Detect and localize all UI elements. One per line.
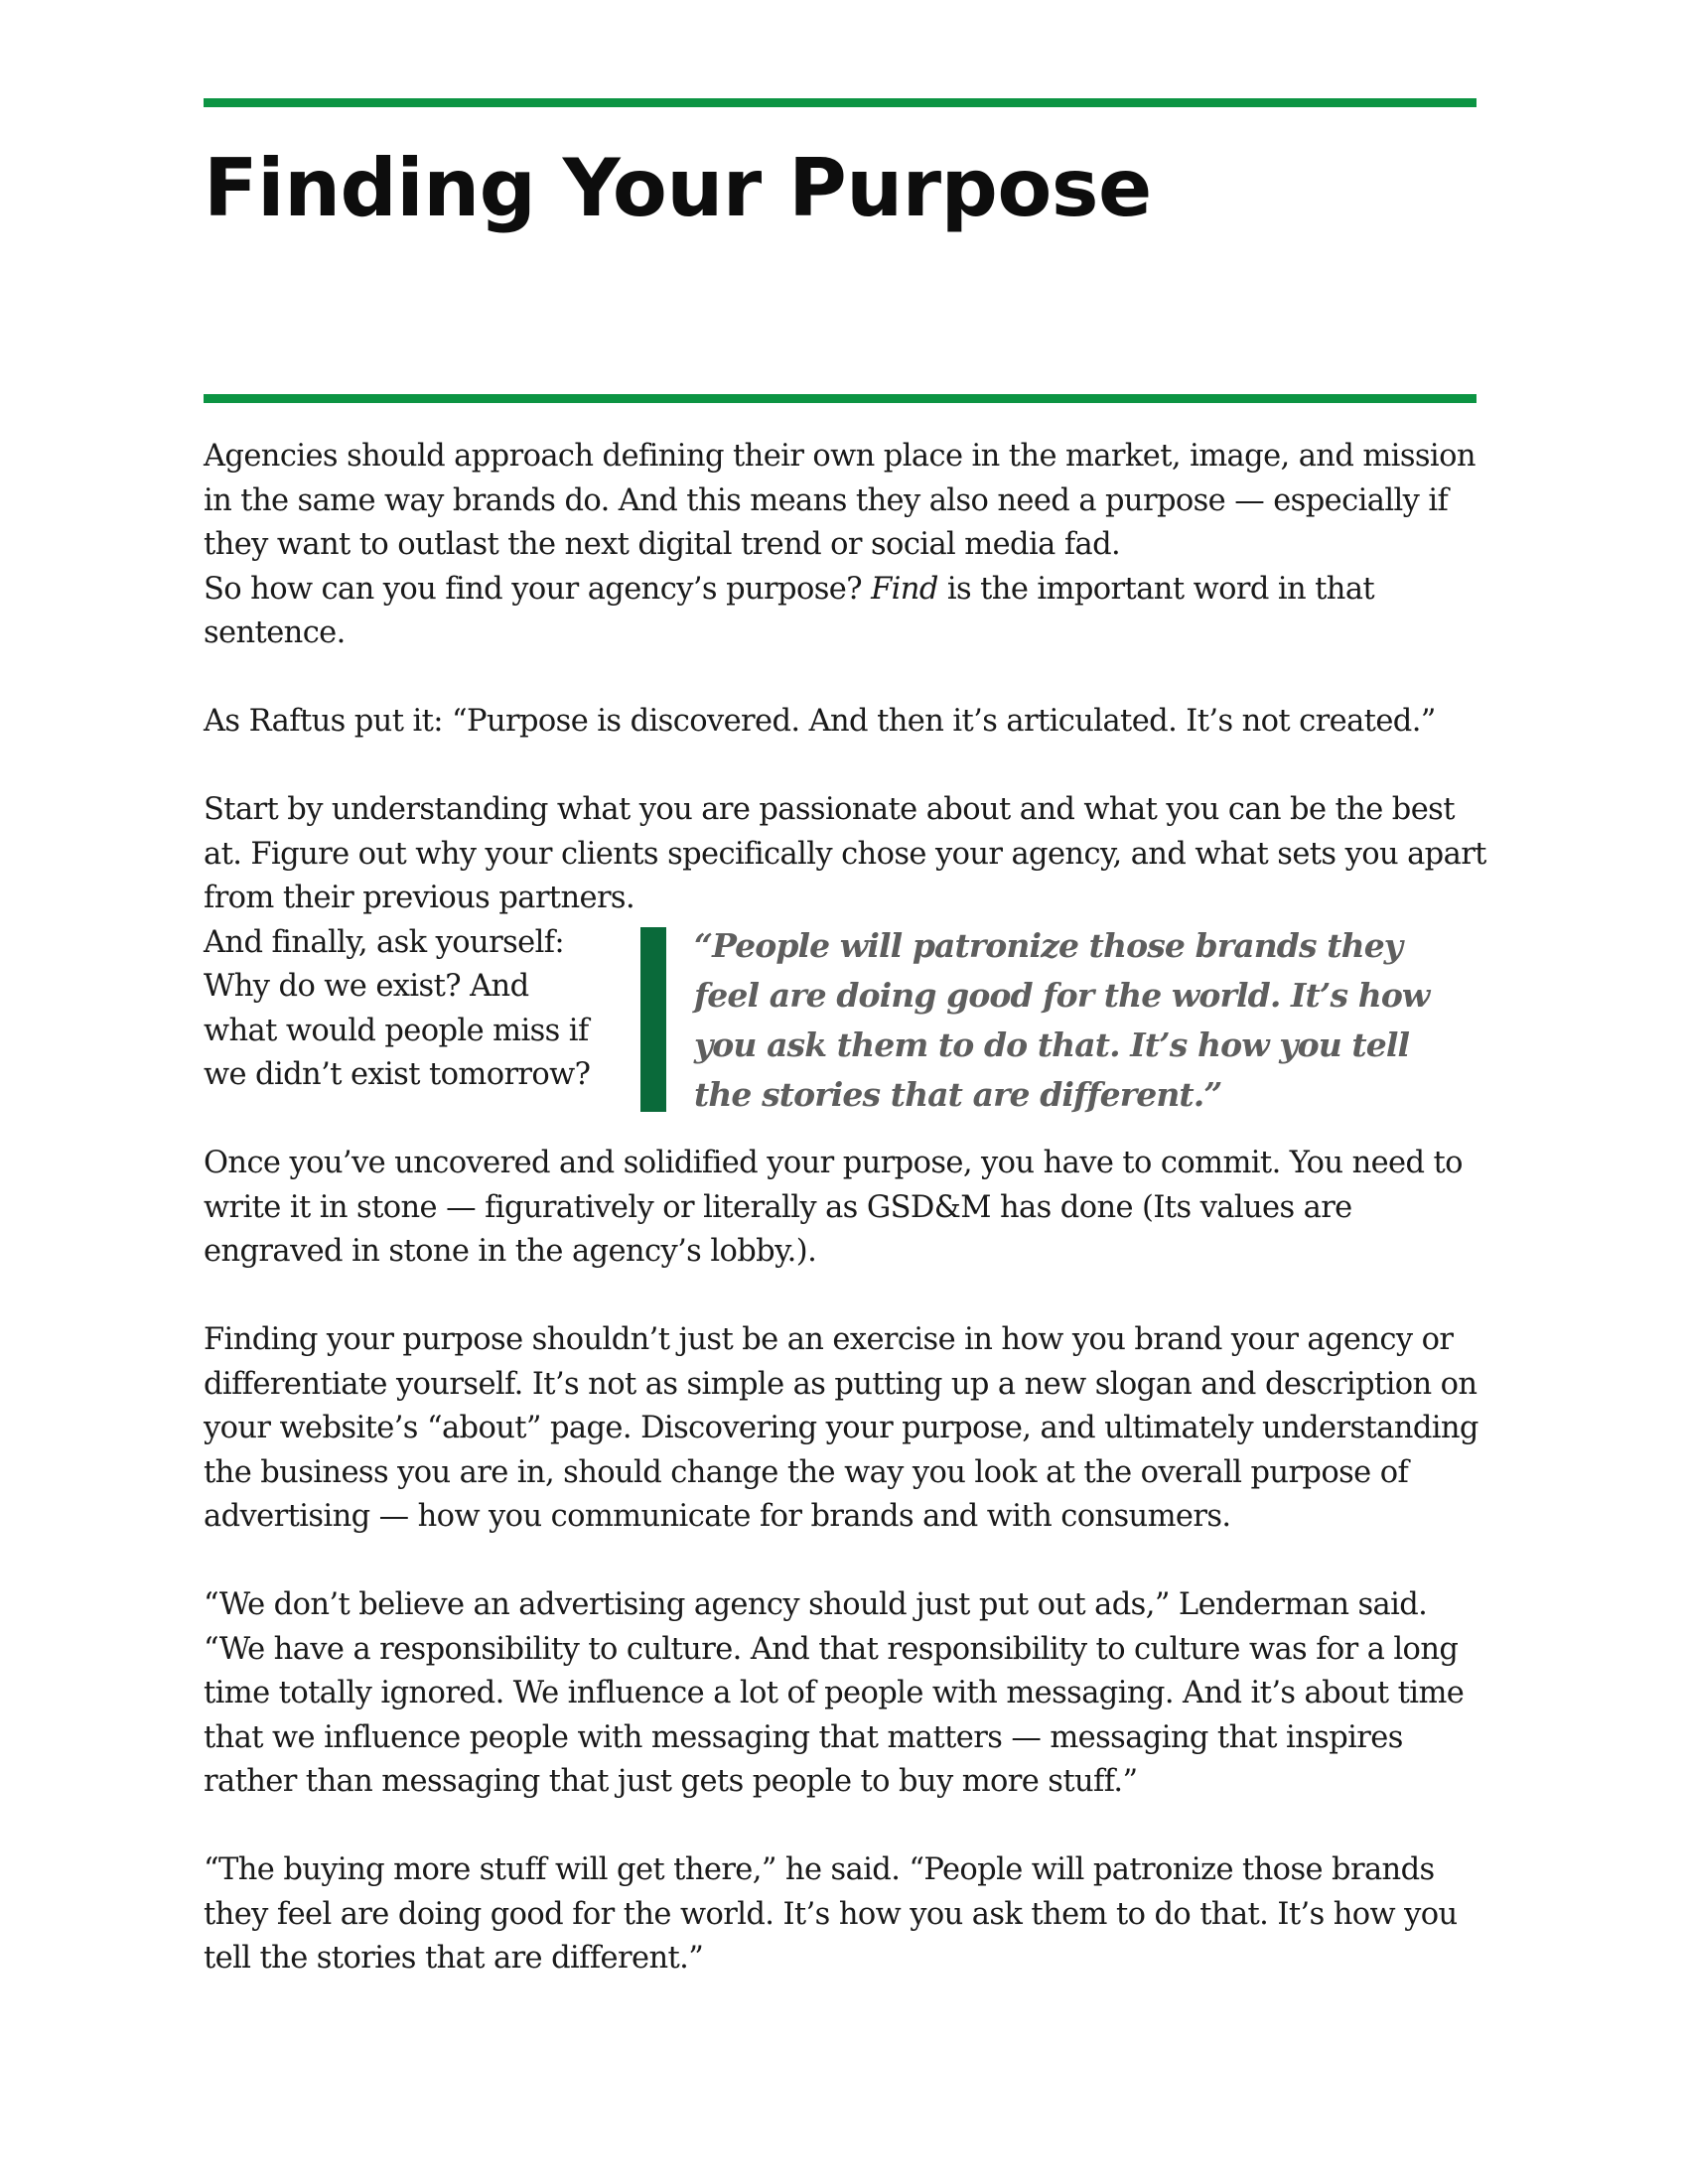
- page-title: Finding Your Purpose: [204, 142, 1152, 234]
- paragraph-7: Finding your purpose shouldn’t just be an exercise in how you brand your agency or differentiate yourself. It’s not as simple as putting up a new slogan and description on your website’s “about” page. Discovering your purpose, and ultimately understanding the business you are in, should change the way you look at the overall purpose of advertising — how you communicate for brands and with consumers.: [204, 1322, 1478, 1534]
- paragraph-2-emphasis: Find: [871, 571, 938, 607]
- paragraph-3: As Raftus put it: “Purpose is discovered. And then it’s articulated. It’s not created.”: [204, 704, 1436, 739]
- article-body: [204, 435, 1494, 2025]
- paragraph-2: [204, 568, 1494, 656]
- paragraph-1: Agencies should approach defining their own place in the market, image, and mission in the same way brands do. And this means they also need a purpose — especially if they want to outlast the next digital trend or social media fad.: [204, 439, 1476, 562]
- paragraph-4: Start by understanding what you are passionate about and what you can be the best at. Figure out why your clients specifically chose your agency, and what sets you apart from their previous partners.: [204, 792, 1486, 915]
- paragraph-2-end: is the important word in that sentence.: [204, 571, 1375, 650]
- pull-quote-bar: [640, 927, 666, 1112]
- top-rule: [204, 98, 1477, 107]
- pull-quote: “People will patronize those brands they feel are doing good for the world. It’s how you ask them to do that. It’s how you tell the stories that are different.”: [694, 925, 1430, 1114]
- paragraph-2-start: So how can you find your agency’s purpose?: [204, 571, 872, 607]
- paragraph-8: “We don’t believe an advertising agency should just put out ads,” Lenderman said. “We have a responsibility to culture. And that responsibility to culture was for a long time totally ignored. We influence a lot of people with messaging. And it’s about time that we influence people with messaging that matters — messaging that inspires rather than messaging that just gets people to buy more stuff.”: [204, 1587, 1465, 1799]
- pull-quote-block: [611, 921, 1430, 1126]
- paragraph-9: “The buying more stuff will get there,” he said. “People will patronize those brands they feel are doing good for the world. It’s how you ask them to do that. It’s how you tell the stories that are different.”: [204, 1852, 1458, 1976]
- paragraph-6: Once you’ve uncovered and solidified your purpose, you have to commit. You need to write it in stone — figuratively or literally as GSD&M has done (Its values are engraved in stone in the agency’s lobby.).: [204, 1146, 1463, 1269]
- bottom-rule: [204, 394, 1477, 403]
- paragraph-5: And finally, ask yourself: Why do we exist? And what would people miss if we didn’t exist tomorrow?: [204, 924, 591, 1092]
